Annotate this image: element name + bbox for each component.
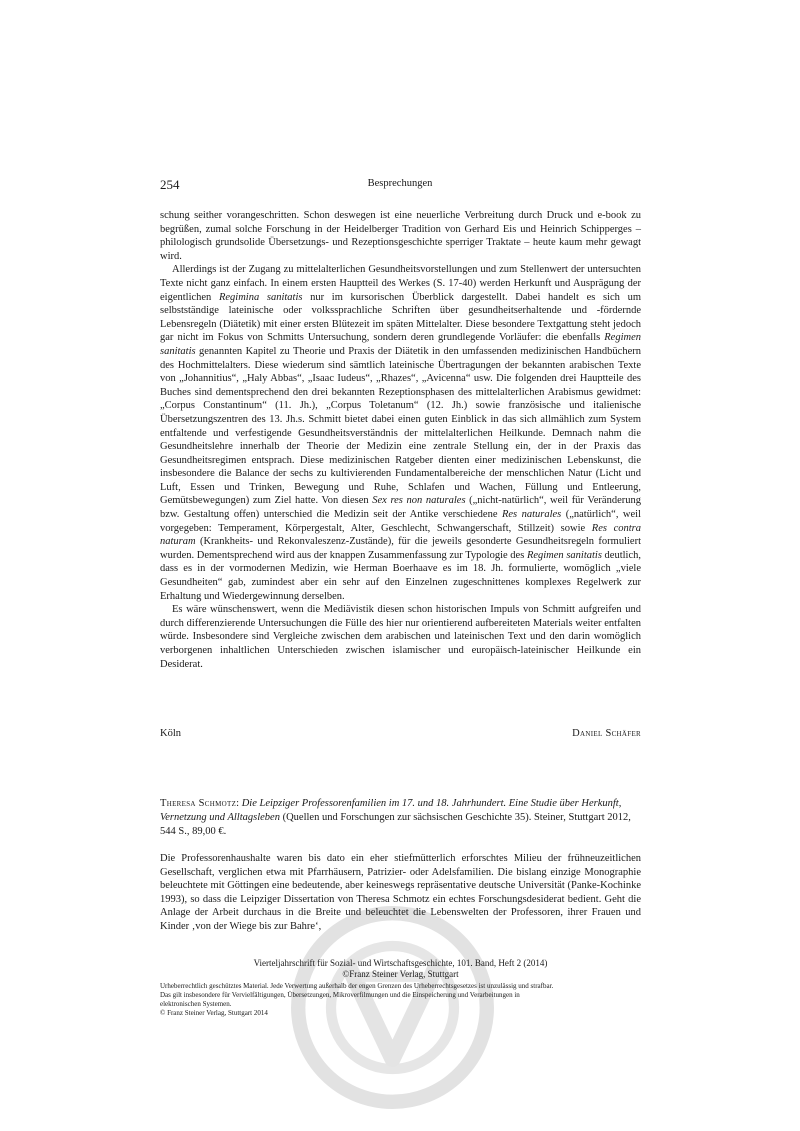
journal-footer: [160, 958, 641, 980]
review-signature: [160, 728, 641, 742]
page-number: 254: [160, 177, 180, 192]
latin-term: Sex res non naturales: [372, 495, 466, 507]
review-heading: Theresa Schmotz: Die Leipziger Professorenfamilien im 17. und 18. Jahrhundert. Eine Studie über Herkunft, Vernetzung und Alltagsleben (Quellen und Forschungen zur sächsischen Geschichte 35). Steiner, Stuttgart 2012, 544 S., 89,00 €.: [160, 798, 631, 837]
latin-term: Regimen sanitatis: [526, 549, 602, 561]
running-title: Besprechungen: [367, 178, 433, 189]
review-body-1: [160, 209, 641, 671]
copyright-notice: Urheberrechtlich geschütztes Material. Jede Verwertung außerhalb der engen Grenzen des Urheberrechtsgesetzes ist unzulässig und strafbar. Das gilt insbesondere für Vervielfältigungen, Übersetzungen, Mikroverfilmungen und die Einspeicherung und Verarbeitungen in elektronischen Systemen. © Franz Steiner Verlag, Stuttgart 2014: [160, 982, 554, 1017]
paragraph: Allerdings ist der Zugang zu mittelalterlichen Gesundheitsvorstellungen und zum Stellenwert der untersuchten Texte nicht ganz einfach. In einem ersten Hauptteil des Werkes (S. 17-40) werden Herkunft und Ausprägung der eigentlichen Regimina sanitatis nur im kursorischen Überblick dargestellt. Dabei handelt es sich um selbstständige lateinische oder volkssprachliche Schriften über gesundheitserhaltende und -fördernde Lebensregeln (Diätetik) mit einer ersten Blütezeit im späten Mittelalter. Diese besondere Textgattung steht jedoch gar nicht im Fokus von Schmitts Untersuchung, sondern deren grundlegende Vorläufer: die ebenfalls Regimen sanitatis genannten Kapitel zu Theorie und Praxis der Diätetik in den umfassenden medizinischen Handbüchern des Hochmittelalters. Diese wiederum sind sämtlich lateinische Übertragungen der bekannten arabischen Texte von „Johannitius“, „Haly Abbas“, „Isaac Iudeus“, „Rhazes“, „Avicenna“ usw. Die folgenden drei Hauptteile des Buches sind dementsprechend den drei bekannten Rezeptionsphasen des mittelalterlichen Arabismus gewidmet: „Corpus Constantinum“ (11. Jh.), „Corpus Toletanum“ (12. Jh.) sowie französische und italienische Übersetzungszentren des 13. Jh.s. Schmitt bietet dabei einen guten Einblick in das sich allmählich zum System entfaltende und verfestigende Gesundheitsverständnis der mittelalterlichen Heilkunde. Demnach nahm die Gesundheitslehre innerhalb der Theorie der Medizin eine zentrale Stellung ein, der in der Praxis das Gesundheitsregimen entsprach. Diese medizinischen Ratgeber dienten einer medizinischen Lebenskunst, die insbesondere die Balance der sechs zu kultivierenden Fundamentalbereiche der menschlichen Natur (Licht und Luft, Essen und Trinken, Bewegung und Ruhe, Schlafen und Wachen, Füllung und Entleerung, Gemütsbewegungen) zum Ziel hatte. Von diesen Sex res non naturales („nicht-natürlich“, weil für Veränderung bzw. Gestaltung offen) unterschied die Medizin seit der Antike verschiedene Res naturales („natürlich“, weil vorgegeben: Temperament, Körpergestalt, Alter, Geschlecht, Schwangerschaft, Stillzeit) sowie Res contra naturam (Krankheits- und Rekonvaleszenz-Zustände), für die jeweils gesonderte Gesundheitsregeln formuliert wurden. Dementsprechend wird aus der knappen Zusammenfassung zur Typologie des Regimen sanitatis deutlich, dass es in der vormodernen Medizin, wie Herman Boerhaave es im 18. Jh. formulierte, womöglich „viele Gesundheiten“ gab, zumindest aber ein sehr auf den Einzelnen zugeschnittenes komplexes Regelwerk zur Erhaltung und Wiedergewinnung derselben.: [160, 264, 642, 602]
latin-term: Res contra naturam: [160, 522, 641, 548]
journal-citation: Vierteljahrschrift für Sozial- und Wirtschaftsgeschichte, 101. Band, Heft 2 (2014): [253, 958, 548, 968]
book-title: Die Leipziger Professorenfamilien im 17. und 18. Jahrhundert. Eine Studie über Herkunft, Vernetzung und Alltagsleben: [160, 798, 622, 823]
latin-term: Regimen sanitatis: [160, 332, 641, 357]
paragraph: Die Professorenhaushalte waren bis dato ein eher stiefmütterlich erforschtes Milieu der frühneuzeitlichen Gesellschaft, verglichen etwa mit Pfarrhäusern, Patrizier- oder Adelsfamilien. Die bislang einzige Monographie beleuchtete mit Göttingen eine bedeutende, aber keineswegs repräsentative deutsche Universität (Panke-Kochinke 1993), so dass die Leipziger Dissertation von Theresa Schmotz ein echtes Forschungsdesiderat bedient. Geht die Anlage der Arbeit durchaus in die Breite und beleuchtet die Lebenswelten der Professoren, ihrer Frauen und Kinder ‚von der Wiege bis zur Bahre‘,: [160, 853, 641, 932]
book-author: Theresa Schmotz: [160, 798, 237, 809]
reviewer-city: Köln: [160, 728, 181, 739]
latin-term: Regimina sanitatis: [218, 291, 303, 303]
latin-term: Res naturales: [501, 509, 562, 521]
reviewer-name: Daniel Schäfer: [572, 728, 641, 739]
book-details: (Quellen und Forschungen zur sächsischen Geschichte 35). Steiner, Stuttgart 2012, 544 S., 89,00 €.: [160, 812, 631, 837]
page-header: [160, 177, 640, 193]
paragraph: schung seither vorangeschritten. Schon deswegen ist eine neuerliche Verbreitung durch Druck und e-book zu begrüßen, zumal solche Forschung in der Heidelberger Tradition von Gerhard Eis und Heinrich Schipperges – philologisch grundsolide Übersetzungs- und Rezeptionsgeschichte sperriger Traktate – heute kaum mehr gewagt wird.: [160, 210, 641, 262]
review-body-2: [160, 852, 641, 934]
journal-copyright: ©Franz Steiner Verlag, Stuttgart: [342, 969, 459, 979]
paragraph: Es wäre wünschenswert, wenn die Mediävistik diesen schon historischen Impuls von Schmitt aufgreifen und durch differenzierende Untersuchungen die Fülle des hier nur orientierend aufbereiteten Materials weiter entfalten würde. Insbesondere sind Vergleiche zwischen dem arabischen und lateinischen Text und den darin womöglich verborgenen inhaltlichen Unterschieden zwischen islamischer und europäisch-lateinischer Heilkunde ein Desiderat.: [160, 604, 641, 670]
